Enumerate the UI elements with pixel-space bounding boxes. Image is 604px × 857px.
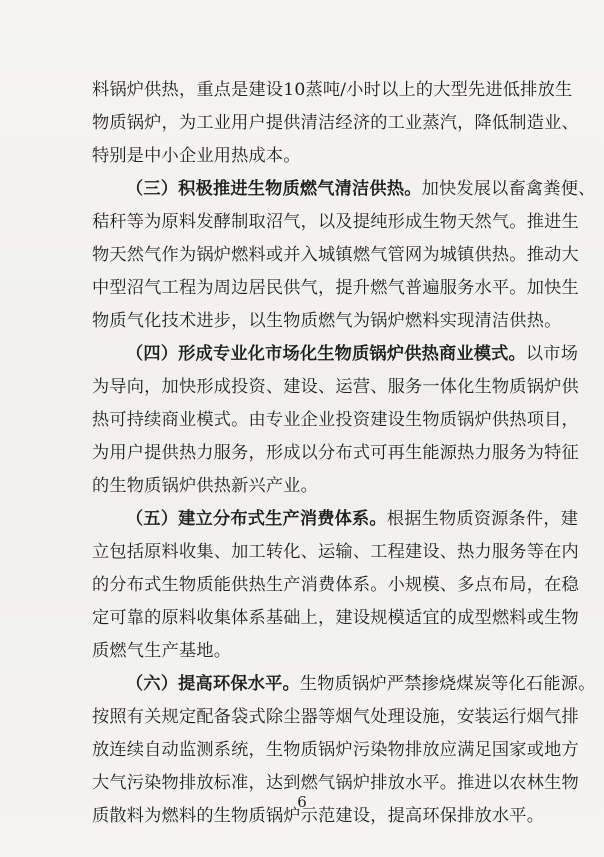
section-6-heading: （六）提高环保水平。 [126,674,300,694]
section-5-line-4: 定可靠的原料收集体系基础上，建设规模适宜的成型燃料或生物 [92,608,579,628]
section-5-first-line [126,506,579,532]
section-5-heading: （五）建立分布式生产消费体系。 [126,509,387,529]
section-3-line-4: 中型沼气工程为周边居民供气，提升燃气普遍服务水平。加快生 [92,278,579,298]
section-6-line-2: 按照有关规定配备袋式除尘器等烟气处理设施，安装运行烟气排 [92,707,579,727]
section-4-heading: （四）形成专业化市场化生物质锅炉供热商业模式。 [126,344,526,364]
section-4-line-2: 为导向，加快形成投资、建设、运营、服务一体化生物质锅炉供 [92,377,579,397]
paragraph-1-line-1: 料锅炉供热，重点是建设10蒸吨/小时以上的大型先进低排放生 [92,80,573,100]
paragraph-1-line-2: 物质锅炉，为工业用户提供清洁经济的工业蒸汽，降低制造业、 [92,113,579,133]
section-3-line-5: 物质气化技术进步，以生物质燃气为锅炉燃料实现清洁供热。 [92,311,562,331]
section-4-line-4: 为用户提供热力服务，形成以分布式可再生能源热力服务为特征 [92,443,579,463]
section-5-first-line-text: 根据生物质资源条件，建 [386,509,579,529]
section-3-heading: （三）积极推进生物质燃气清洁供热。 [126,179,422,199]
section-6-line-4: 大气污染物排放标准，达到燃气锅炉排放水平。推进以农林生物 [92,773,579,793]
section-3-first-line [126,176,596,202]
section-4-line-5: 的生物质锅炉供热新兴产业。 [92,476,319,496]
section-5-line-3: 的分布式生物质能供热生产消费体系。小规模、多点布局，在稳 [92,575,579,595]
section-6-line-5: 质散料为燃料的生物质锅炉示范建设，提高环保排放水平。 [92,806,545,826]
section-3-first-line-text: 加快发展以畜禽粪便、 [421,179,596,199]
section-3-line-2: 秸秆等为原料发酵制取沼气，以及提纯形成生物天然气。推进生 [92,212,579,232]
section-5-line-5: 质燃气生产基地。 [92,641,232,661]
page-number: 6 [297,793,307,811]
section-4-line-3: 热可持续商业模式。由专业企业投资建设生物质锅炉供热项目， [92,410,579,430]
section-5-line-2: 立包括原料收集、加工转化、运输、工程建设、热力服务等在内 [92,542,579,562]
section-3-line-3: 物天然气作为锅炉燃料或并入城镇燃气管网为城镇供热。推动大 [92,245,579,265]
paragraph-1-line-3: 特别是中小企业用热成本。 [92,146,301,166]
section-4-first-line-text: 以市场 [525,344,579,364]
section-4-first-line [126,341,579,367]
section-6-first-line-text: 生物质锅炉严禁掺烧煤炭等化石能源。 [299,674,596,694]
section-6-line-3: 放连续自动监测系统，生物质锅炉污染物排放应满足国家或地方 [92,740,579,760]
section-6-first-line [126,671,596,697]
